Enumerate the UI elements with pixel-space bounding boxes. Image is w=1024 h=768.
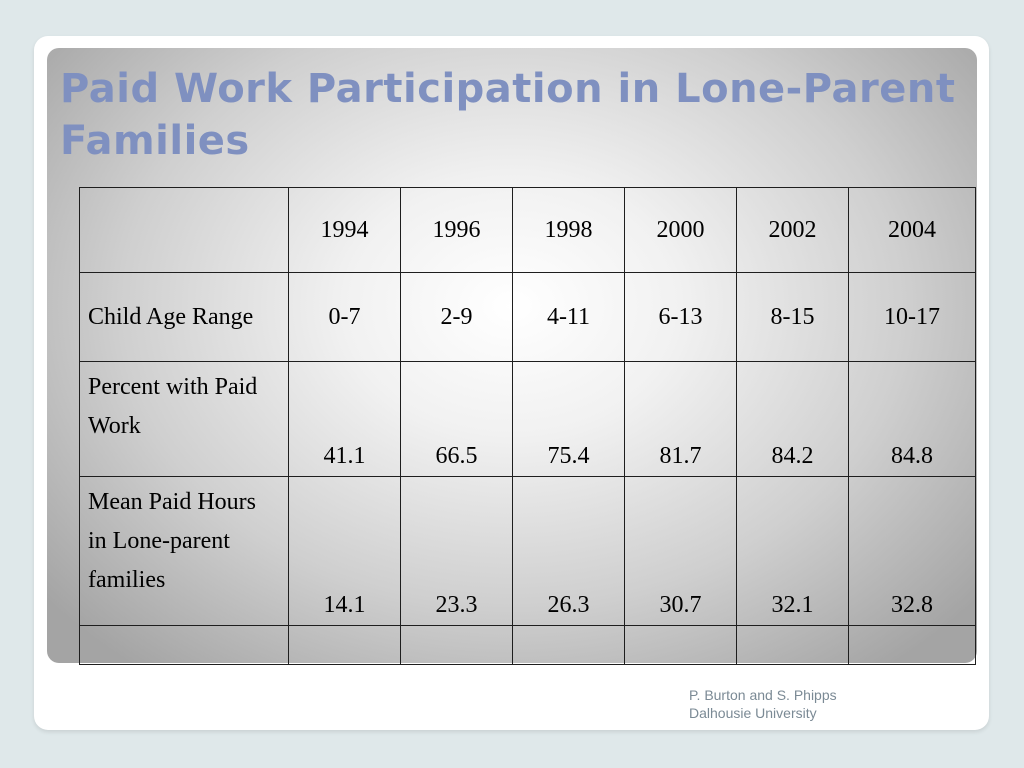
table-cell: 26.3 [513, 477, 625, 626]
footer-institution: Dalhousie University [689, 705, 817, 721]
empty-cell [401, 626, 513, 665]
table-cell: 0-7 [289, 273, 401, 362]
year-header: 2000 [625, 188, 737, 273]
footer-credit [689, 686, 837, 722]
empty-cell [289, 626, 401, 665]
table-cell: 84.2 [737, 362, 849, 477]
empty-cell [737, 626, 849, 665]
year-header: 1998 [513, 188, 625, 273]
table-cell: 32.8 [849, 477, 976, 626]
empty-cell [849, 626, 976, 665]
table-cell: 23.3 [401, 477, 513, 626]
table-cell: 84.8 [849, 362, 976, 477]
table-header-row [80, 188, 976, 273]
slide-title: Paid Work Participation in Lone-Parent Families [60, 66, 956, 164]
table-cell: 6-13 [625, 273, 737, 362]
table-cell: 41.1 [289, 362, 401, 477]
table-cell: 66.5 [401, 362, 513, 477]
table-cell: 32.1 [737, 477, 849, 626]
year-header: 1996 [401, 188, 513, 273]
table-cell: 75.4 [513, 362, 625, 477]
table-cell: 81.7 [625, 362, 737, 477]
year-header: 2004 [849, 188, 976, 273]
corner-cell [80, 188, 289, 273]
table-cell: 8-15 [737, 273, 849, 362]
row-label: Child Age Range [80, 273, 289, 362]
row-label: Percent with Paid Work [80, 362, 289, 477]
table-cell: 14.1 [289, 477, 401, 626]
table-row [80, 273, 976, 362]
table-cell: 4-11 [513, 273, 625, 362]
year-header: 1994 [289, 188, 401, 273]
row-label: Mean Paid Hours in Lone-parent families [80, 477, 289, 626]
footer-authors: P. Burton and S. Phipps [689, 687, 837, 703]
data-table [79, 187, 976, 665]
year-header: 2002 [737, 188, 849, 273]
table-cell: 30.7 [625, 477, 737, 626]
table-row [80, 362, 976, 477]
table-row [80, 477, 976, 626]
table-cell: 2-9 [401, 273, 513, 362]
empty-cell [625, 626, 737, 665]
empty-cell [513, 626, 625, 665]
empty-row [80, 626, 976, 665]
empty-cell [80, 626, 289, 665]
table-cell: 10-17 [849, 273, 976, 362]
